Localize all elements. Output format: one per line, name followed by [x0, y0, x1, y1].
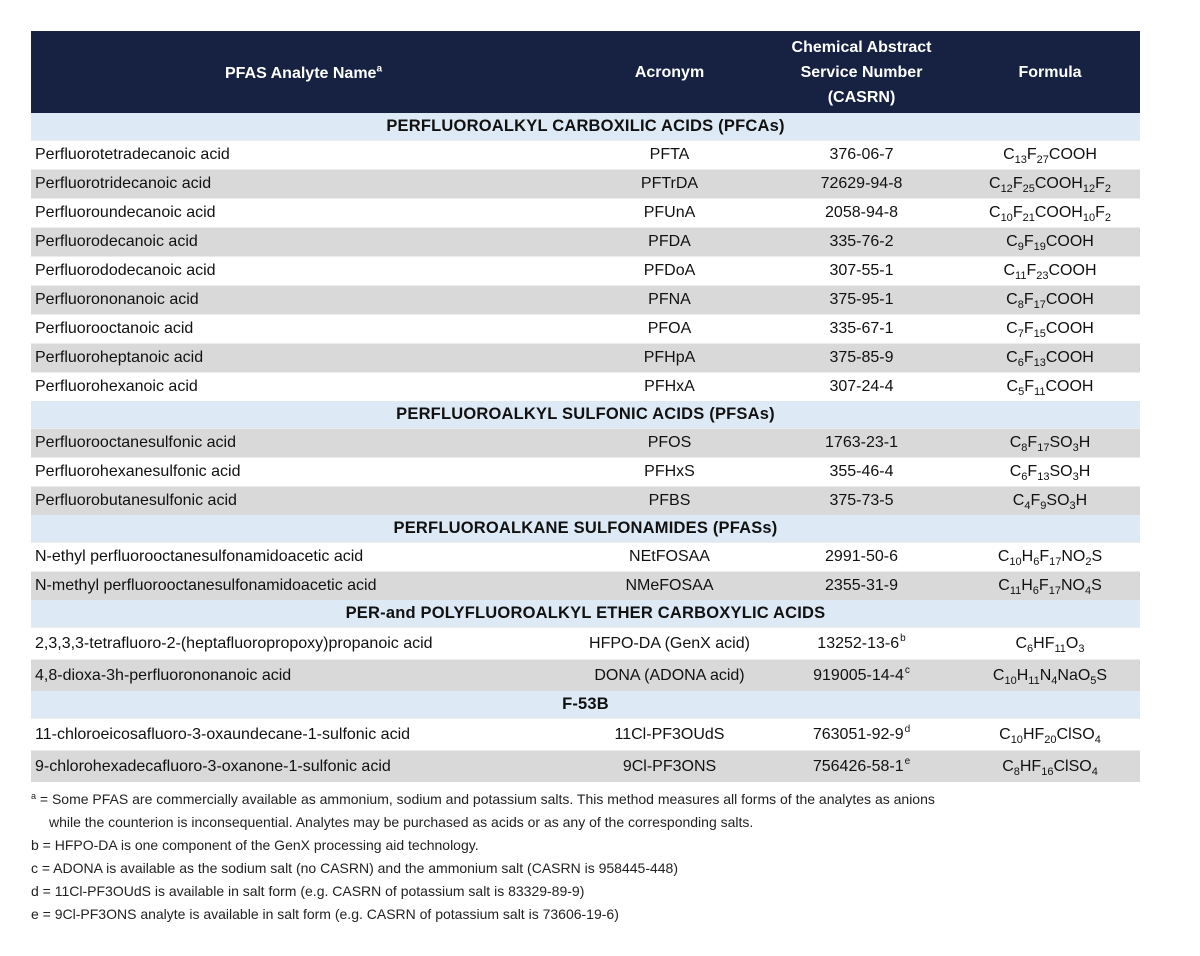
table-row [31, 751, 1140, 783]
acronym: PFHxS [576, 458, 763, 487]
table-row [31, 487, 1140, 516]
header-formula: Formula [960, 31, 1140, 113]
analyte-name: Perfluoroundecanoic acid [31, 199, 576, 228]
table-row [31, 199, 1140, 228]
casrn: 2058-94-8 [763, 199, 960, 228]
footnote-marker: d [904, 723, 911, 735]
acronym: PFNA [576, 286, 763, 315]
section-title: PER-and POLYFLUOROALKYL ETHER CARBOXYLIC ACIDS [31, 600, 1140, 628]
acronym: 11Cl-PF3OUdS [576, 719, 763, 751]
casrn: 376-06-7 [763, 141, 960, 170]
header-analyte-name: PFAS Analyte Name$^a$ [31, 31, 576, 113]
analyte-name: Perfluorononanoic acid [31, 286, 576, 315]
acronym: PFOA [576, 315, 763, 344]
footnote-a-continued: while the counterion is inconsequential. Analytes may be purchased as acids or as any of the corresponding salts. [49, 814, 754, 830]
analyte-name: Perfluorodecanoic acid [31, 228, 576, 257]
formula: $C_{10}F_{21}COOH_{10}F_2$ [960, 199, 1140, 228]
casrn: 756426-58-1e [763, 751, 960, 783]
table-row [31, 170, 1140, 199]
header-acronym: Acronym [576, 31, 763, 113]
section-title: PERFLUOROALKYL SULFONIC ACIDS (PFSAs) [31, 401, 1140, 429]
section-title: PERFLUOROALKYL CARBOXILIC ACIDS (PFCAs) [31, 113, 1140, 141]
header-casrn: Chemical Abstract Service Number (CASRN) [763, 31, 960, 113]
footnote-marker: e [904, 755, 911, 767]
footnote-marker: c [904, 664, 910, 676]
acronym: PFHpA [576, 344, 763, 373]
acronym: PFBS [576, 487, 763, 516]
casrn: 355-46-4 [763, 458, 960, 487]
analyte-name: 4,8-dioxa-3h-perfluorononanoic acid [31, 660, 576, 692]
footnote-marker: a [376, 63, 383, 75]
formula: $C_{12}F_{25}COOH_{12}F_2$ [960, 170, 1140, 199]
formula: $C_7F_{15}COOH$ [960, 315, 1140, 344]
casrn: 375-73-5 [763, 487, 960, 516]
table-row [31, 286, 1140, 315]
footnote-d: d = 11Cl-PF3OUdS is available in salt form (e.g. CASRN of potassium salt is 83329-89-9) [31, 883, 585, 899]
table-row [31, 458, 1140, 487]
acronym: PFOS [576, 429, 763, 458]
table-row [31, 315, 1140, 344]
acronym: NEtFOSAA [576, 543, 763, 572]
formula: $C_{10}HF_{20}ClSO_4$ [960, 719, 1140, 751]
casrn: 335-67-1 [763, 315, 960, 344]
analyte-name: 2,3,3,3-tetrafluoro-2-(heptafluoropropoxy)propanoic acid [31, 628, 576, 660]
formula: $C_8HF_{16}ClSO_4$ [960, 751, 1140, 783]
formula: $C_6F_{13}SO_3H$ [960, 458, 1140, 487]
formula: $C_6HF_{11}O_3$ [960, 628, 1140, 660]
footnote-a: $^a$ = Some PFAS are commercially available as ammonium, sodium and potassium salts. This method measures all forms of the analytes as anions [31, 791, 935, 807]
table-row [31, 429, 1140, 458]
table-row [31, 228, 1140, 257]
table-body [31, 113, 1140, 782]
casrn: 307-55-1 [763, 257, 960, 286]
acronym: NMeFOSAA [576, 572, 763, 601]
section-header-row [31, 515, 1140, 543]
table-row [31, 344, 1140, 373]
acronym: 9Cl-PF3ONS [576, 751, 763, 783]
analyte-name: Perfluorododecanoic acid [31, 257, 576, 286]
casrn: 2355-31-9 [763, 572, 960, 601]
section-header-row [31, 113, 1140, 141]
acronym: HFPO-DA (GenX acid) [576, 628, 763, 660]
analyte-name: N-methyl perfluorooctanesulfonamidoacetic acid [31, 572, 576, 601]
formula: $C_{11}H_6F_{17}NO_4S$ [960, 572, 1140, 601]
casrn: 72629-94-8 [763, 170, 960, 199]
casrn: 375-85-9 [763, 344, 960, 373]
footnote-marker: b [900, 632, 906, 644]
header-row [31, 31, 1140, 113]
casrn: 307-24-4 [763, 373, 960, 402]
analyte-name: Perfluorohexanesulfonic acid [31, 458, 576, 487]
formula: $C_{10}H_6F_{17}NO_2S$ [960, 543, 1140, 572]
table-row [31, 373, 1140, 402]
table-row [31, 543, 1140, 572]
acronym: PFDA [576, 228, 763, 257]
footnotes [31, 788, 1140, 926]
casrn: 335-76-2 [763, 228, 960, 257]
analyte-name: Perfluorooctanesulfonic acid [31, 429, 576, 458]
acronym: PFDoA [576, 257, 763, 286]
analyte-name: 9-chlorohexadecafluoro-3-oxanone-1-sulfonic acid [31, 751, 576, 783]
formula: $C_9F_{19}COOH$ [960, 228, 1140, 257]
pfas-analyte-table [31, 31, 1140, 782]
footnote-c: c = ADONA is available as the sodium salt (no CASRN) and the ammonium salt (CASRN is 958445-448) [31, 860, 679, 876]
casrn: 2991-50-6 [763, 543, 960, 572]
acronym: DONA (ADONA acid) [576, 660, 763, 692]
analyte-name: Perfluorotridecanoic acid [31, 170, 576, 199]
table-row [31, 572, 1140, 601]
table-row [31, 257, 1140, 286]
formula: $C_6F_{13}COOH$ [960, 344, 1140, 373]
table-row [31, 660, 1140, 692]
section-header-row [31, 691, 1140, 719]
formula: $C_{10}H_{11}N_4NaO_5S$ [960, 660, 1140, 692]
casrn: 919005-14-4$^c$ [763, 660, 960, 692]
casrn: 1763-23-1 [763, 429, 960, 458]
analyte-name: N-ethyl perfluorooctanesulfonamidoacetic acid [31, 543, 576, 572]
acronym: PFTrDA [576, 170, 763, 199]
section-header-row [31, 600, 1140, 628]
formula: $C_{11}F_{23}COOH$ [960, 257, 1140, 286]
analyte-name: Perfluorooctanoic acid [31, 315, 576, 344]
analyte-name: Perfluoroheptanoic acid [31, 344, 576, 373]
section-title: PERFLUOROALKANE SULFONAMIDES (PFASs) [31, 515, 1140, 543]
footnote-e: e = 9Cl-PF3ONS analyte is available in salt form (e.g. CASRN of potassium salt is 73606-19-6) [31, 906, 619, 922]
footnote-b: b = HFPO-DA is one component of the GenX processing aid technology. [31, 837, 479, 853]
acronym: PFHxA [576, 373, 763, 402]
analyte-name: Perfluorohexanoic acid [31, 373, 576, 402]
analyte-name: Perfluorotetradecanoic acid [31, 141, 576, 170]
pfas-table-document [31, 31, 1140, 926]
casrn: 763051-92-9$^d$ [763, 719, 960, 751]
formula: $C_{13}F_{27}COOH$ [960, 141, 1140, 170]
formula: $C_5F_{11}COOH$ [960, 373, 1140, 402]
casrn: 375-95-1 [763, 286, 960, 315]
formula: $C_8F_{17}SO_3H$ [960, 429, 1140, 458]
acronym: PFUnA [576, 199, 763, 228]
table-row [31, 141, 1140, 170]
analyte-name: 11-chloroeicosafluoro-3-oxaundecane-1-sulfonic acid [31, 719, 576, 751]
table-row [31, 628, 1140, 660]
section-header-row [31, 401, 1140, 429]
section-title: F-53B [31, 691, 1140, 719]
casrn: 13252-13-6$^b$ [763, 628, 960, 660]
acronym: PFTA [576, 141, 763, 170]
formula: $C_4F_9SO_3H$ [960, 487, 1140, 516]
analyte-name: Perfluorobutanesulfonic acid [31, 487, 576, 516]
table-row [31, 719, 1140, 751]
formula: $C_8F_{17}COOH$ [960, 286, 1140, 315]
